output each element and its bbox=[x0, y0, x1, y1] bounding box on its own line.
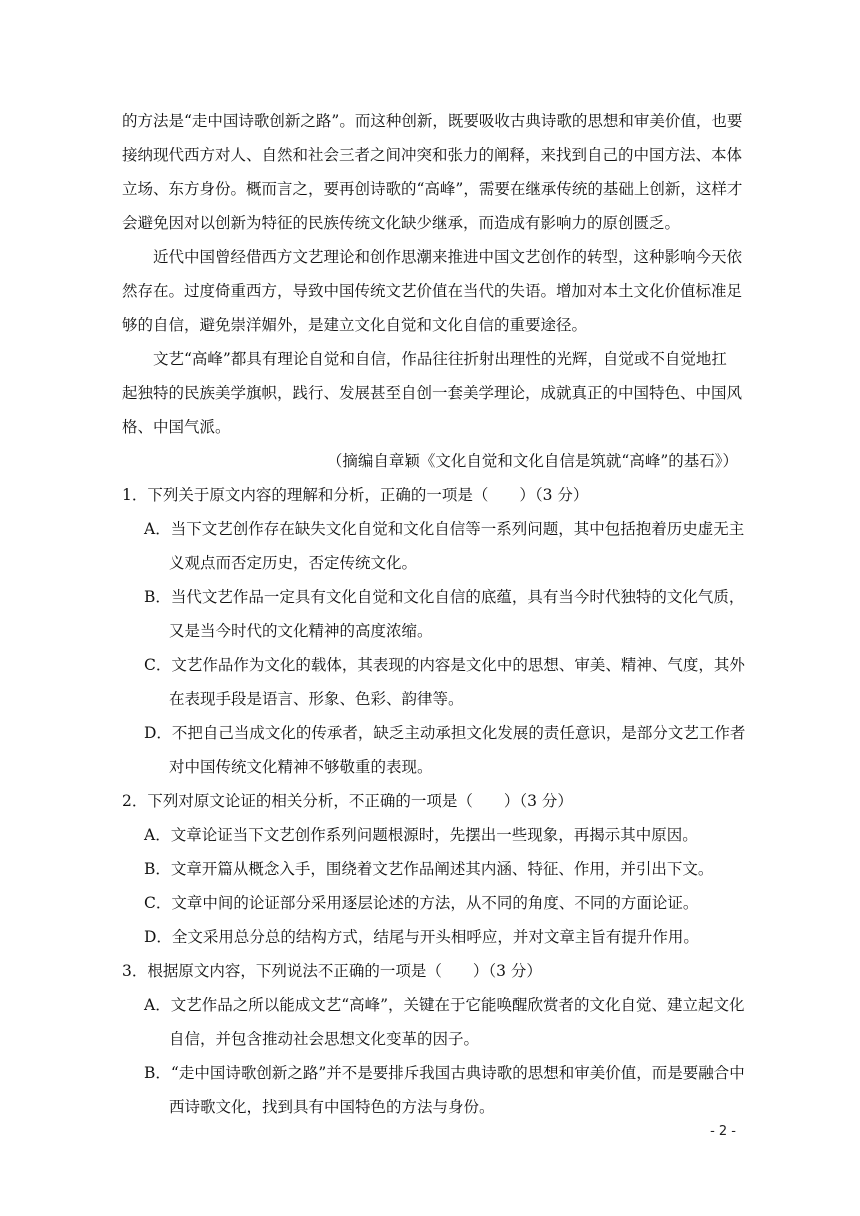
option-a-continued: 自信，并包含推动社会思想文化变革的因子。 bbox=[169, 1030, 480, 1048]
question-3 bbox=[122, 954, 745, 1124]
question-1 bbox=[122, 478, 746, 784]
paragraph bbox=[122, 342, 742, 444]
option-c: C．文艺作品作为文化的载体，其表现的内容是文化中的思想、审美、精神、气度，其外 bbox=[144, 656, 745, 674]
text-line: 立场、东方身份。概而言之，要再创诗歌的“高峰”，需要在继承传统的基础上创新，这样才 bbox=[122, 180, 743, 198]
option-b-continued: 又是当今时代的文化精神的高度浓缩。 bbox=[169, 622, 433, 640]
question-stem: 1．下列关于原文内容的理解和分析，正确的一项是（ ）（3 分） bbox=[122, 486, 589, 504]
text-line: 然存在。过度倚重西方，导致中国传统文艺价值在当代的失语。增加对本土文化价值标准足 bbox=[122, 282, 743, 300]
option-a: A．文艺作品之所以能成文艺“高峰”，关键在于它能唤醒欣赏者的文化自觉、建立起文化 bbox=[144, 996, 745, 1014]
text-line: 格、中国气派。 bbox=[122, 418, 231, 436]
page-number: - 2 - bbox=[710, 1124, 736, 1139]
paragraph bbox=[122, 240, 742, 342]
text-line: 会避免因对以创新为特征的民族传统文化缺少继承，而造成有影响力的原创匮乏。 bbox=[122, 214, 681, 232]
question-2 bbox=[122, 784, 742, 954]
paragraph bbox=[122, 104, 742, 240]
option-b-continued: 西诗歌文化，找到具有中国特色的方法与身份。 bbox=[169, 1098, 495, 1116]
text-line: 接纳现代西方对人、自然和社会三者之间冲突和张力的阐释，来找到自己的中国方法、本体 bbox=[122, 146, 743, 164]
option-b: B．“走中国诗歌创新之路”并不是要排斥我国古典诗歌的思想和审美价值，而是要融合中 bbox=[144, 1064, 745, 1082]
option-a: A．文章论证当下文艺创作系列问题根源时，先摆出一些现象，再揭示其中原因。 bbox=[144, 826, 698, 844]
page-content bbox=[122, 104, 746, 1124]
source-citation: （摘编自章颖《文化自觉和文化自信是筑就“高峰”的基石》） bbox=[326, 452, 738, 470]
option-a-continued: 义观点而否定历史，否定传统文化。 bbox=[169, 554, 418, 572]
option-b: B．文章开篇从概念入手，围绕着文艺作品阐述其内涵、特征、作用，并引出下文。 bbox=[144, 860, 714, 878]
option-b: B．当代文艺作品一定具有文化自觉和文化自信的底蕴，具有当今时代独特的文化气质， bbox=[144, 588, 745, 606]
option-d: D．不把自己当成文化的传承者，缺乏主动承担文化发展的责任意识，是部分文艺工作者 bbox=[144, 724, 746, 742]
option-d: D．全文采用总分总的结构方式，结尾与开头相呼应，并对文章主旨有提升作用。 bbox=[144, 928, 699, 946]
question-stem: 3．根据原文内容，下列说法不正确的一项是（ ）（3 分） bbox=[122, 962, 542, 980]
text-line: 够的自信，避免崇洋媚外，是建立文化自觉和文化自信的重要途径。 bbox=[122, 316, 588, 334]
option-a: A．当下文艺创作存在缺失文化自觉和文化自信等一系列问题，其中包括抱着历史虚无主 bbox=[144, 520, 745, 538]
option-c-continued: 在表现手段是语言、形象、色彩、韵律等。 bbox=[169, 690, 464, 708]
question-stem: 2．下列对原文论证的相关分析，不正确的一项是（ ）（3 分） bbox=[122, 792, 573, 810]
text-line: 文艺“高峰”都具有理论自觉和自信，作品往往折射出理性的光辉，自觉或不自觉地扛 bbox=[153, 350, 727, 368]
option-d-continued: 对中国传统文化精神不够敬重的表现。 bbox=[169, 758, 433, 776]
text-line: 近代中国曾经借西方文艺理论和创作思潮来推进中国文艺创作的转型，这种影响今天依 bbox=[153, 248, 743, 266]
text-line: 的方法是“走中国诗歌创新之路”。而这种创新，既要吸收古典诗歌的思想和审美价值，也要 bbox=[122, 112, 743, 130]
text-line: 起独特的民族美学旗帜，践行、发展甚至自创一套美学理论，成就真正的中国特色、中国风 bbox=[122, 384, 743, 402]
option-c: C．文章中间的论证部分采用逐层论述的方法，从不同的角度、不同的方面论证。 bbox=[144, 894, 699, 912]
